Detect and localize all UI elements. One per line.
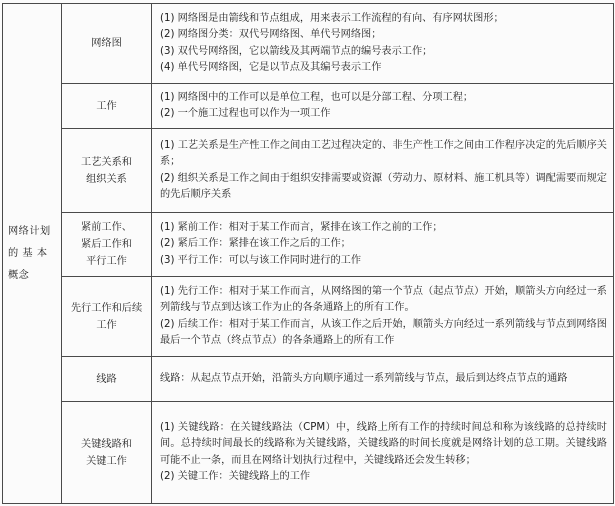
term-cell [62, 213, 152, 277]
description-item: (2) 一个施工过程也可以作为一项工作 [160, 108, 331, 119]
description-cell [152, 213, 614, 277]
table-row [3, 277, 614, 357]
table-row [3, 84, 614, 129]
term-text: 线路 [96, 373, 117, 385]
description-cell [152, 277, 614, 357]
term-text: 先行工作和后续 [70, 302, 143, 314]
description-cell [152, 129, 614, 213]
table-row [3, 129, 614, 213]
category-text-line: 的 基 本 [8, 247, 48, 259]
term-cell [62, 84, 152, 129]
category-cell [3, 4, 62, 504]
description-item: (1) 工艺关系是生产性工作之间由工艺过程决定的、非生产性工作之间由工作程序决定的先后顺序关系； [160, 140, 607, 168]
table-row [3, 402, 614, 504]
description-item: (2) 紧后工作：紧排在该工作之后的工作； [160, 238, 351, 250]
concept-table [2, 3, 614, 504]
description-cell [152, 402, 614, 504]
description-item: (2) 关键工作：关键线路上的工作 [160, 470, 311, 482]
table-row [3, 357, 614, 402]
category-text-line: 概念 [8, 269, 30, 281]
term-cell [62, 4, 152, 84]
description-item: (1) 关键线路：在关键线路法（CPM）中，线路上所有工作的持续时间总和称为该线路的总持续时间。总持续时间最长的线路称为关键线路，关键线路的时间长度就是网络计划的总工期。关键线路可能不止一条，而且在网络计划执行过程中，关键线路还会发生转移； [160, 422, 607, 466]
description-item: (3) 双代号网络图，它以箭线及其两端节点的编号表示工作； [160, 45, 433, 57]
term-text: 组织关系 [86, 173, 127, 185]
term-text: 关键线路和 [81, 438, 132, 450]
table-row [3, 4, 614, 84]
term-cell [62, 357, 152, 402]
table-row [3, 213, 614, 277]
description-item: (2) 组织关系是工作之间由于组织安排需要或资源（劳动力、原材料、施工机具等）调配需要而规定的先后顺序关系 [160, 172, 607, 200]
description-item: (2) 网络图分类：双代号网络图、单代号网络图； [160, 29, 382, 41]
description-item: (2) 后续工作：相对于某工作而言，从该工作之后开始，顺箭头方向经过一系列箭线与节点到网络图最后一个节点（终点节点）的各条通路上的所有工作 [160, 318, 607, 346]
term-text: 紧前工作、 [81, 222, 132, 233]
description-item: (3) 平行工作：可以与该工作同时进行的工作 [160, 254, 362, 266]
term-text: 工作 [96, 319, 117, 331]
category-text-line: 网络计划 [8, 225, 51, 237]
term-text: 关键工作 [86, 455, 127, 467]
term-text: 工作 [96, 100, 117, 112]
term-cell [62, 402, 152, 504]
description-cell [152, 4, 614, 84]
term-text: 网络图 [91, 38, 122, 49]
description-cell [152, 84, 614, 129]
description-item: (1) 网络图中的工作可以是单位工程，也可以是分部工程、分项工程； [160, 91, 474, 103]
description-cell [152, 357, 614, 402]
description-item: (1) 网络图是由箭线和节点组成，用来表示工作流程的有向、有序网状图形； [160, 13, 504, 25]
description-item: (1) 紧前工作：相对于某工作而言，紧排在该工作之前的工作； [160, 222, 443, 234]
term-text: 平行工作 [86, 256, 127, 267]
description-item: 线路：从起点节点开始，沿箭头方向顺序通过一系列箭线与节点，最后到达终点节点的通路 [160, 372, 568, 384]
description-item: (1) 先行工作：相对于某工作而言，从网络图的第一个节点（起点节点）开始，顺箭头方向经过一系列箭线与节点到达该工作为止的各条通路上的所有工作。 [160, 286, 607, 314]
description-item: (4) 单代号网络图，它是以节点及其编号表示工作 [160, 61, 382, 73]
term-text: 工艺关系和 [81, 156, 132, 168]
term-cell [62, 129, 152, 213]
term-cell [62, 277, 152, 357]
term-text: 紧后工作和 [81, 239, 132, 250]
